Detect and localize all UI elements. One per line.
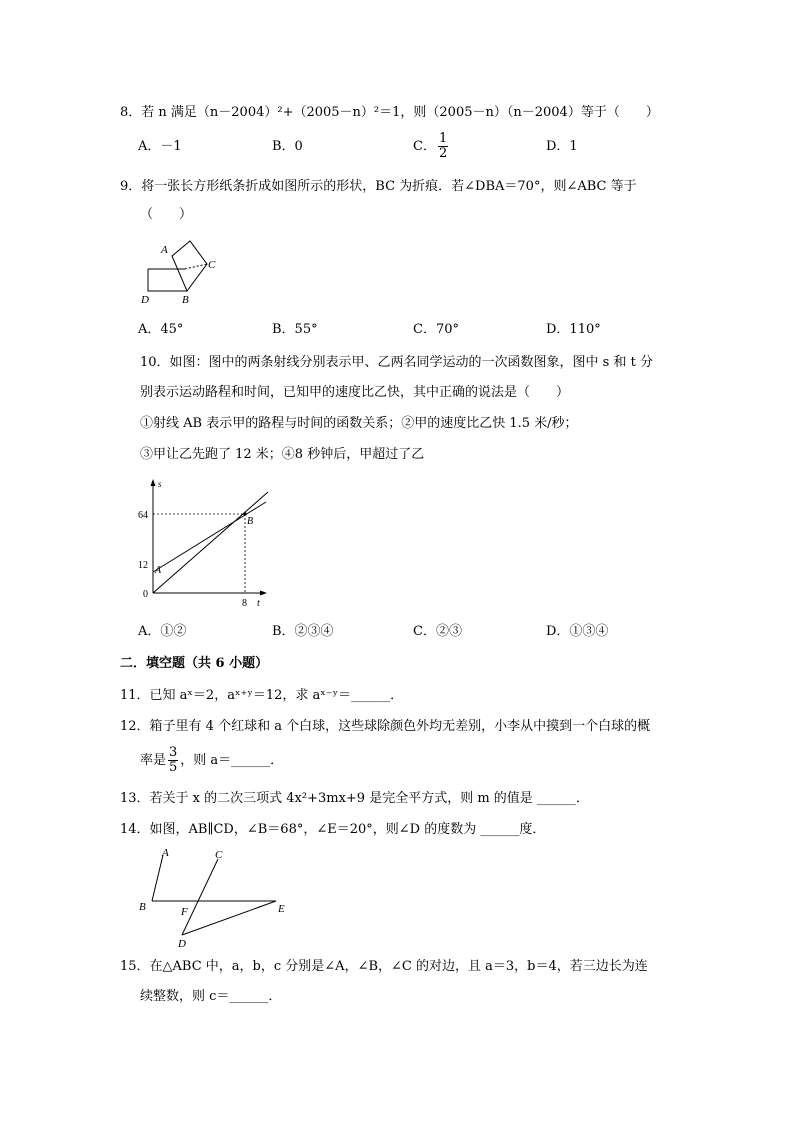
q11-stem: 11．已知 aˣ＝2，aˣ⁺ʸ＝12，求 aˣ⁻ʸ＝______．	[120, 688, 404, 703]
q15-line1: 15．在△ABC 中，a，b，c 分别是∠A，∠B，∠C 的对边，且 a＝3，b＝4，若三边长为连	[120, 959, 648, 974]
q10-tick-64: 64	[138, 510, 148, 521]
q9-stem-blank: （ ）	[140, 207, 193, 222]
q8-option-d: D．1	[546, 139, 578, 154]
q9-option-c: C．70°	[413, 322, 459, 337]
q10-s-arrow	[151, 479, 156, 486]
q9-figure	[135, 233, 235, 313]
q14-label-a: A	[162, 847, 169, 859]
q9-label-a: A	[161, 244, 168, 256]
q12-numerator: 3	[169, 745, 178, 760]
q9-folded-part	[172, 241, 207, 291]
q14-figure	[135, 840, 295, 950]
q9-strip-bottom	[148, 269, 187, 291]
q10-label-a: A	[155, 565, 162, 576]
q8-option-a: A．－1	[138, 139, 182, 154]
q10-axis-label-s: s	[158, 479, 162, 489]
q12-denominator: 5	[169, 760, 178, 775]
q10-ray-from-12	[153, 502, 266, 572]
section-fill-in-title: 二．填空题（共 6 小题）	[120, 656, 269, 671]
q12-post: ，则 a＝______．	[180, 753, 284, 768]
q10-axis-label-t: t	[257, 598, 260, 609]
q9-label-c: C	[208, 259, 216, 271]
q10-graph	[135, 475, 275, 615]
q10-line2: 别表示运动路程和时间，已知甲的速度比乙快，其中正确的说法是（ ）	[140, 385, 570, 400]
q10-line4: ③甲让乙先跑了 12 米；④8 秒钟后，甲超过了乙	[140, 447, 425, 462]
q9-option-b: B．55°	[272, 322, 318, 337]
q12-line1: 12．箱子里有 4 个红球和 a 个白球，这些球除颜色外均无差别，小李从中摸到一个白球的概	[120, 719, 651, 734]
q10-tick-12: 12	[138, 560, 148, 571]
q9-label-d: D	[141, 294, 149, 306]
q9-option-d: D．110°	[546, 322, 601, 337]
q8-option-c-label: C．	[413, 139, 436, 154]
q13-stem: 13．若关于 x 的二次三项式 4x²+3mx+9 是完全平方式，则 m 的值是 ______．	[120, 791, 589, 806]
q14-line-ab	[152, 855, 163, 901]
q9-option-a: A．45°	[138, 322, 184, 337]
q12-line2	[140, 744, 283, 778]
q9-stem: 9．将一张长方形纸条折成如图所示的形状，BC 为折痕．若∠DBA＝70°，则∠ABC 等于	[120, 179, 637, 194]
q8-option-c	[413, 132, 450, 162]
q14-label-c: C	[215, 849, 223, 861]
q10-line3: ①射线 AB 表示甲的路程与时间的函数关系；②甲的速度比乙快 1.5 米/秒；	[140, 416, 578, 431]
q8-c-denominator: 2	[438, 146, 448, 161]
q10-label-b: B	[247, 516, 254, 527]
q8-option-b: B．0	[272, 139, 303, 154]
q14-label-d: D	[178, 938, 186, 950]
q10-line1: 10．如图：图中的两条射线分别表示甲、乙两名同学运动的一次函数图象，图中 s 和 t 分	[140, 355, 653, 370]
q12-fraction	[168, 746, 178, 775]
q8-option-c-fraction	[438, 132, 448, 161]
q14-label-b: B	[139, 901, 146, 913]
q14-label-e: E	[278, 903, 285, 915]
q10-option-c: C．②③	[413, 624, 462, 639]
q10-option-a: A．①②	[138, 624, 187, 639]
q10-option-b: B．②③④	[272, 624, 334, 639]
q10-origin-label: 0	[143, 589, 148, 600]
q15-line2: 续整数，则 c＝______．	[140, 989, 282, 1004]
q10-tick-8: 8	[242, 598, 247, 609]
q8-c-numerator: 1	[438, 131, 448, 146]
q8-stem: 8．若 n 满足（n－2004）²+（2005－n）²＝1，则（2005－n）（n－2004）等于（ ）	[120, 105, 659, 120]
q10-ray-from-origin	[153, 492, 268, 593]
q14-stem: 14．如图，AB∥CD，∠B＝68°，∠E＝20°，则∠D 的度数为 ______度．	[120, 822, 546, 837]
q14-label-f: F	[181, 906, 188, 918]
q10-option-d: D．①③④	[546, 624, 609, 639]
q12-pre: 率是	[140, 753, 167, 768]
q9-label-b: B	[182, 294, 189, 306]
q10-t-arrow	[260, 591, 267, 596]
